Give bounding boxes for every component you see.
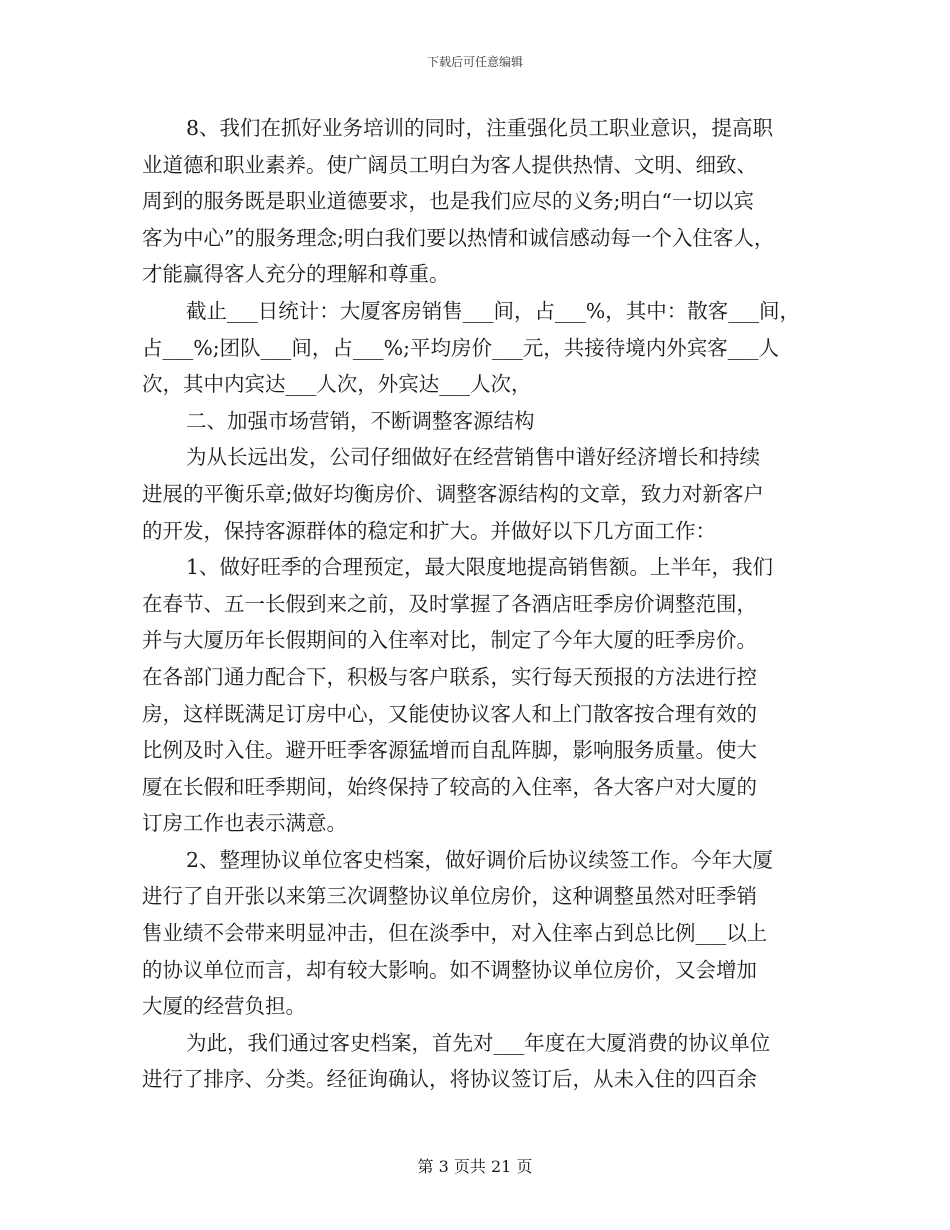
page-number: 第 3 页共 21 页: [417, 1157, 533, 1176]
text-line: 大厦的经营负担。: [142, 994, 306, 1019]
text-line: 厦在长假和旺季期间，始终保持了较高的入住率，各大客户对大厦的: [142, 774, 757, 799]
text-line: 周到的服务既是职业道德要求，也是我们应尽的义务;明白“一切以宾: [142, 189, 754, 214]
text-line: 的协议单位而言，却有较大影响。如不调整协议单位房价，又会增加: [142, 957, 757, 982]
text-line: 进展的平衡乐章;做好均衡房价、调整客源结构的文章，致力对新客户: [142, 481, 764, 506]
text-line: 1、做好旺季的合理预定，最大限度地提高销售额。上半年，我们: [186, 555, 774, 580]
text-line: 售业绩不会带来明显冲击，但在淡季中，对入住率占到总比例___以上: [142, 921, 768, 946]
text-line: 为从长远出发，公司仔细做好在经营销售中谱好经济增长和持续: [186, 445, 760, 470]
text-line: 并与大厦历年长假期间的入住率对比，制定了今年大厦的旺季房价。: [142, 628, 757, 653]
text-line: 8、我们在抓好业务培训的同时，注重强化员工职业意识，提高职: [186, 116, 774, 140]
text-line: 业道德和职业素养。使广阔员工明白为客人提供热情、文明、细致、: [142, 152, 757, 177]
text-line: 进行了自开张以来第三次调整协议单位房价，这种调整虽然对旺季销: [142, 884, 757, 909]
text-line: 在春节、五一长假到来之前，及时掌握了各酒店旺季房价调整范围，: [142, 591, 757, 616]
text-line: 在各部门通力配合下，积极与客户联系，实行每天预报的方法进行控: [142, 664, 757, 689]
text-line: 进行了排序、分类。经征询确认，将协议签订后，从未入住的四百余: [142, 1067, 757, 1092]
text-line: 订房工作也表示满意。: [142, 811, 347, 836]
text-line: 二、加强市场营销，不断调整客源结构: [186, 408, 535, 433]
text-line: 次，其中内宾达___人次，外宾达___人次，: [142, 372, 532, 397]
text-line: 2、整理协议单位客史档案，做好调价后协议续签工作。今年大厦: [186, 847, 774, 872]
text-line: 的开发，保持客源群体的稳定和扩大。并做好以下几方面工作：: [142, 518, 716, 543]
text-line: 截止___日统计：大厦客房销售___间，占___%，其中：散客___间，: [186, 298, 800, 323]
text-line: 比例及时入住。避开旺季客源猛增而自乱阵脚，影响服务质量。使大: [142, 738, 757, 763]
text-line: 房，这样既满足订房中心，又能使协议客人和上门散客按合理有效的: [142, 701, 757, 726]
header-note: 下载后可任意编辑: [426, 55, 523, 69]
text-line: 为此，我们通过客史档案，首先对___年度在大厦消费的协议单位: [186, 1030, 771, 1055]
document-body: [142, 110, 812, 1098]
text-line: 才能赢得客人充分的理解和尊重。: [142, 262, 450, 287]
text-line: 占___%;团队___间，占___%;平均房价___元，共接待境内外宾客___人: [142, 335, 780, 360]
text-line: 客为中心”的服务理念;明白我们要以热情和诚信感动每一个入住客人，: [142, 225, 775, 250]
